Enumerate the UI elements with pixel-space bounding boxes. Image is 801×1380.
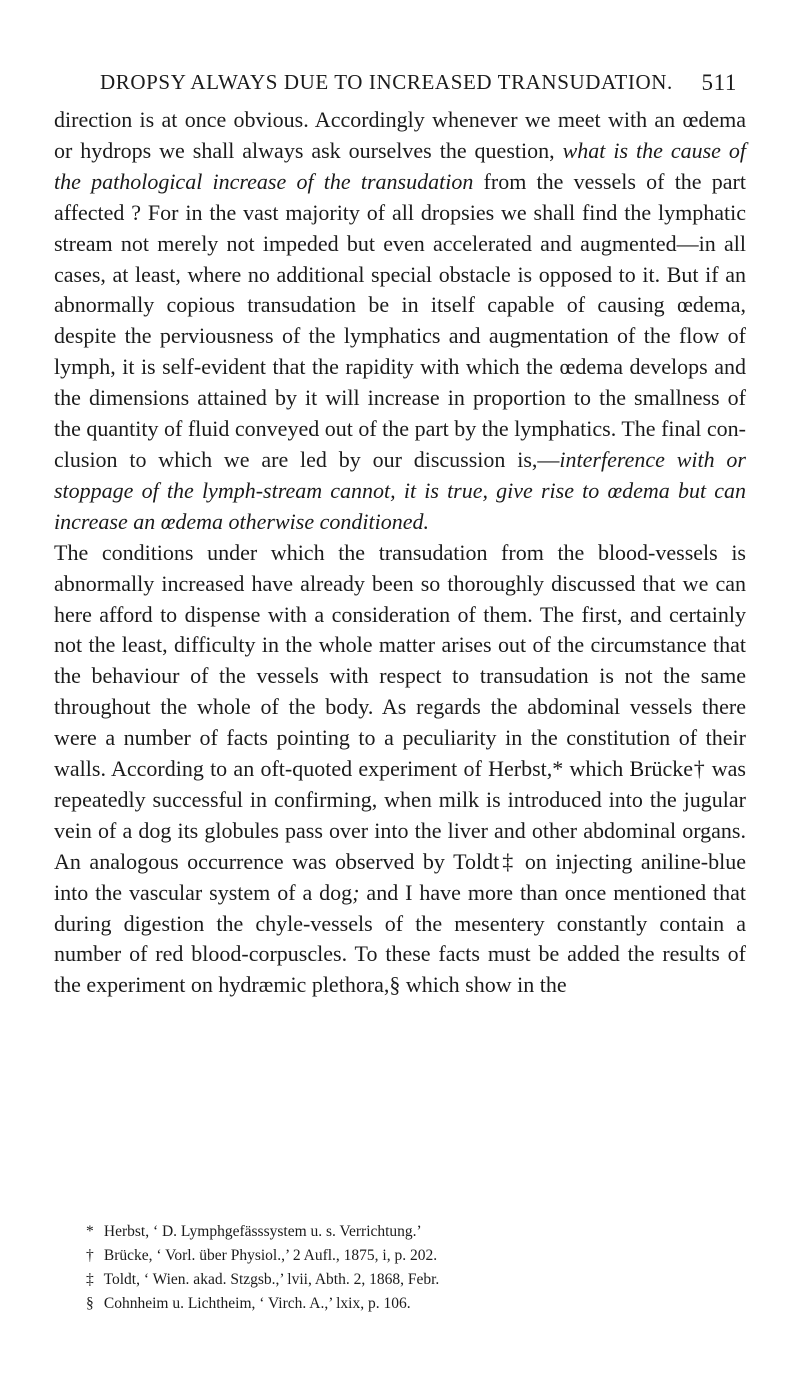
footnote-text: Cohnheim u. Lichtheim, ‘ Virch. A.,’ lxix, p. 106. [103, 1295, 411, 1312]
running-head [92, 70, 737, 98]
footnote-text: Toldt, ‘ Wien. akad. Stzgsb.,’ lvii, Abth. 2, 1868, Febr. [103, 1271, 440, 1288]
page-number: 511 [701, 70, 737, 95]
footnote [86, 1220, 756, 1244]
footnote [86, 1268, 756, 1292]
footnote [86, 1292, 756, 1316]
text-run: from the vessels of the part affected ? For in the vast majority of all dropsies we shall find the lymphatic stream not merely not impeded but even accelerated and augmented—in all cases, at least, where no additional special obstacle is opposed to it. But if an abnormally copious transudation be in itself capable of causing œdema, despite the perviousness of the lymphatics and augmentation of the flow of lymph, it is self-evident that the rapidity with which the œdema develops and the dimensions attained by it will increase in proportion to the smallness of the quantity of fluid conveyed out of the part by the lymphatics. The final conclusion to which we are led by our discussion is,— [54, 168, 746, 472]
footnote-mark: § [86, 1295, 94, 1312]
footnotes [86, 1220, 756, 1316]
running-head-title: DROPSY ALWAYS DUE TO INCREASED TRANSUDATION. [100, 70, 673, 94]
paragraph [54, 538, 746, 1002]
footnote-mark: * [86, 1223, 94, 1240]
text-run: and I have more than once mentioned that during digestion the chyle-vessels of the mesentery constantly contain a number of red blood-corpuscles. To these facts must be added the results of the experiment on hydræmic plethora,§ which show in the [54, 879, 746, 998]
footnote-text: Herbst, ‘ D. Lymphgefässsystem u. s. Verrichtung.’ [103, 1223, 422, 1240]
footnote [86, 1244, 756, 1268]
italic-phrase: what is the cause of the pathological increase of the transudation [54, 137, 746, 194]
italic-conclusion: interference with or stoppage of the lymph-stream cannot, it is true, give rise to œdema but can increase an œdema otherwise conditioned. [54, 446, 746, 534]
paragraph-continued [54, 105, 746, 538]
footnote-mark: ‡ [86, 1271, 94, 1288]
body-text [54, 105, 746, 1001]
footnote-mark: † [86, 1247, 94, 1264]
footnote-text: Brücke, ‘ Vorl. über Physiol.,’ 2 Aufl., 1875, i, p. 202. [103, 1247, 438, 1264]
text-run: The conditions under which the transudation from the blood-vessels is abnormally increased have already been so thoroughly discussed that we can here afford to dispense with a consideration of them. The first, and certainly not the least, difficulty in the whole matter arises out of the circumstance that the behaviour of the vessels with respect to transudation is not the same throughout the whole of the body. As regards the abdominal vessels there were a number of facts pointing to a peculiarity in the constitution of their walls. According to an oft-quoted experiment of Herbst,* which Brücke† was repeatedly successful in confirming, when milk is introduced into the jugular vein of a dog its globules pass over into the liver and other abdominal organs. An analogous occurrence was observed by Toldt‡ on injecting aniline-blue into the vascular system of a dog [54, 539, 746, 905]
text-run: direction is at once obvious. Accordingly whenever we meet with an œdema or hydrops we shall always ask ourselves the question, [54, 107, 746, 163]
italic-semicolon: ; [352, 879, 360, 905]
